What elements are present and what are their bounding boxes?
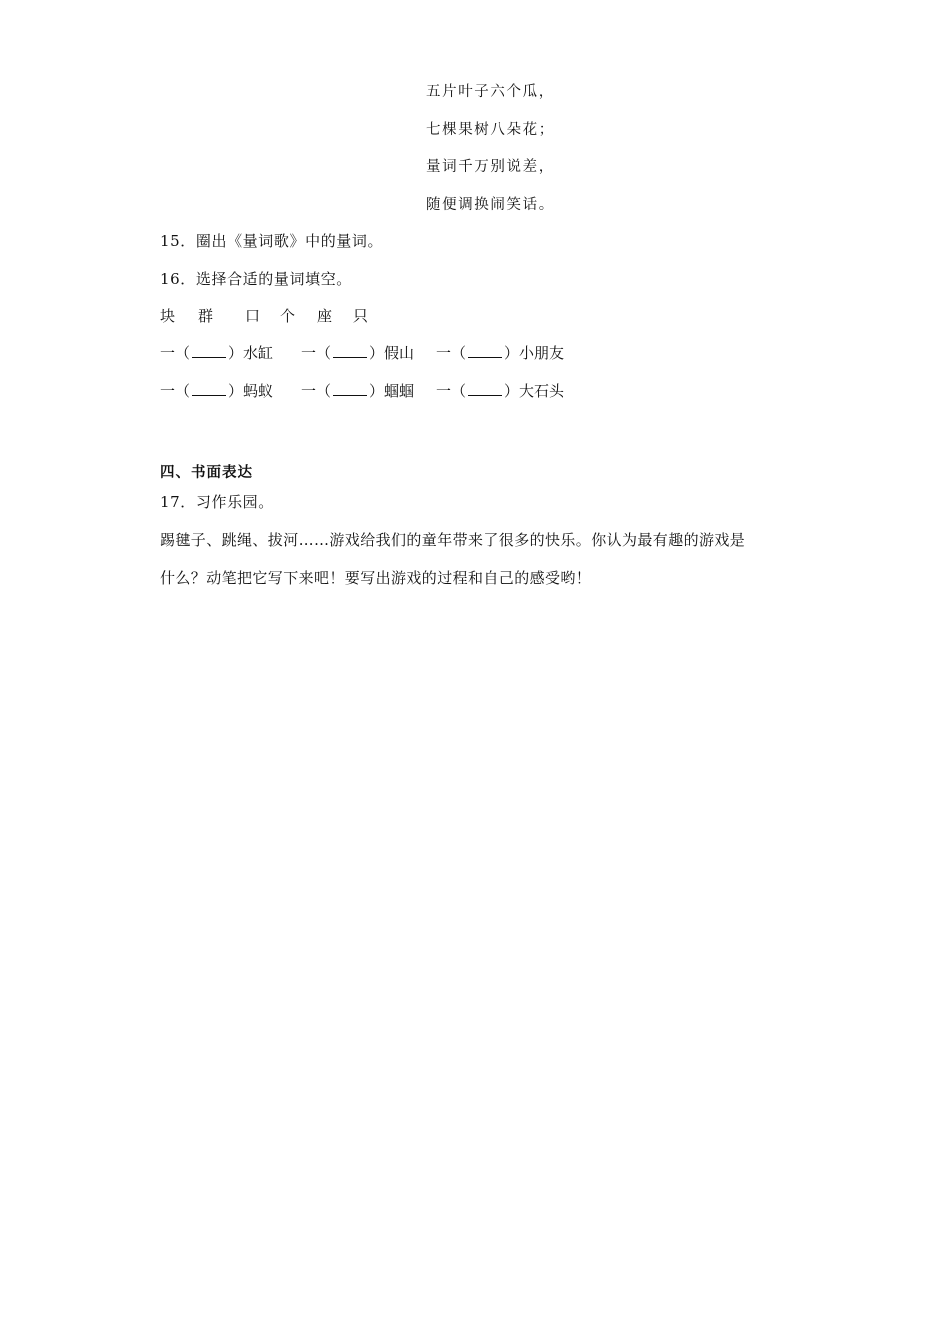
option-word: 口 — [244, 307, 261, 325]
poem-line: 量词千万别说差， — [426, 159, 555, 175]
fill-item: 一（ ）水缸 — [160, 344, 274, 362]
answer-blank[interactable] — [333, 381, 367, 396]
answer-blank[interactable] — [192, 343, 226, 358]
poem-line: 五片叶子六个瓜， — [426, 84, 555, 100]
answer-blank[interactable] — [333, 343, 367, 358]
essay-prompt-line: 什么？动笔把它写下来吧！要写出游戏的过程和自己的感受哟！ — [160, 569, 592, 587]
question-15: 15．圈出《量词歌》中的量词。 — [160, 232, 384, 250]
poem-line: 随便调换闹笑话。 — [426, 197, 555, 213]
fill-item: 一（ ）假山 — [301, 344, 415, 362]
poem-line: 七棵果树八朵花； — [426, 122, 555, 138]
fill-item: 一（ ）大石头 — [436, 382, 565, 400]
option-word: 群 — [197, 307, 214, 325]
option-word: 块 — [160, 307, 176, 325]
fill-item: 一（ ）蝈蝈 — [301, 382, 415, 400]
section-heading: 四、书面表达 — [160, 465, 253, 481]
answer-blank[interactable] — [192, 381, 226, 396]
answer-blank[interactable] — [468, 343, 502, 358]
answer-blank[interactable] — [468, 381, 502, 396]
question-16: 16．选择合适的量词填空。 — [160, 270, 352, 288]
question-17: 17．习作乐园。 — [160, 493, 274, 511]
option-word: 只 — [352, 307, 369, 325]
option-word: 座 — [316, 307, 333, 325]
option-word: 个 — [279, 307, 296, 325]
fill-item: 一（ ）小朋友 — [436, 344, 565, 362]
measure-word-options — [160, 305, 387, 326]
fill-item: 一（ ）蚂蚁 — [160, 382, 274, 400]
essay-prompt-line: 踢毽子、跳绳、拔河……游戏给我们的童年带来了很多的快乐。你认为最有趣的游戏是 — [160, 531, 746, 549]
